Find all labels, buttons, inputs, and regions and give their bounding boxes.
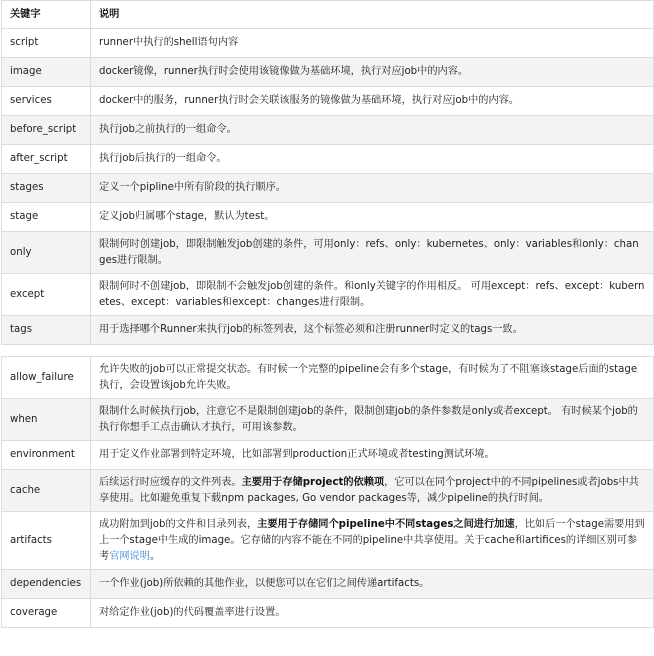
row-desc: 限制什么时候执行job，注意它不是限制创建job的条件，限制创建job的条件参数是only或者except。 有时候某个job的执行你想手工点击确认才执行，可用该参数。 xyxy=(91,399,654,441)
table-row-stages xyxy=(2,174,654,203)
table-row-allow-failure xyxy=(2,357,654,399)
row-desc: runner中执行的shell语句内容 xyxy=(91,29,654,58)
row-key: image xyxy=(2,58,91,87)
row-desc: 用于选择哪个Runner来执行job的标签列表，这个标签必须和注册runner时定义的tags一致。 xyxy=(91,316,654,345)
desc-bold: 主要用于存储同个pipeline中不同stages之间进行加速 xyxy=(257,518,515,530)
header-desc: 说明 xyxy=(91,1,654,29)
row-key: before_script xyxy=(2,116,91,145)
row-key: artifacts xyxy=(2,512,91,570)
header-key: 关键字 xyxy=(2,1,91,29)
row-desc: 限制何时不创建job，即限制不会触发job创建的条件。和only关键字的作用相反。 可用except：refs、except：kubernetes、except：variables和except：changes进行限制。 xyxy=(91,274,654,316)
table-row-after-script xyxy=(2,145,654,174)
row-desc: 定义job归属哪个stage，默认为test。 xyxy=(91,203,654,232)
table-gap xyxy=(2,345,654,357)
official-docs-link[interactable]: 官网说明 xyxy=(109,550,150,562)
table-row-cache xyxy=(2,470,654,512)
desc-text: ，它可以在同个project中的不同pipelines或者jobs中共享使用。比如避免重复下载npm packages, Go vendor packages等，减少pipeline的执行时间。 xyxy=(99,476,639,504)
row-desc: 一个作业(job)所依赖的其他作业，以便您可以在它们之间传递artifacts。 xyxy=(91,570,654,599)
table-row-image xyxy=(2,58,654,87)
table-header-row xyxy=(2,1,654,29)
table-row-tags xyxy=(2,316,654,345)
desc-bold: 主要用于存储project的依赖项 xyxy=(241,476,385,488)
table-row-script xyxy=(2,29,654,58)
gap-cell xyxy=(2,345,654,357)
keyword-table xyxy=(1,0,654,628)
row-key: cache xyxy=(2,470,91,512)
row-desc xyxy=(91,512,654,570)
row-key: when xyxy=(2,399,91,441)
row-key: coverage xyxy=(2,599,91,628)
table-row-stage xyxy=(2,203,654,232)
row-desc: docker镜像，runner执行时会使用该镜像做为基础环境，执行对应job中的内容。 xyxy=(91,58,654,87)
row-key: services xyxy=(2,87,91,116)
row-key: stage xyxy=(2,203,91,232)
row-key: tags xyxy=(2,316,91,345)
row-desc: 用于定义作业部署到特定环境，比如部署到production正式环境或者testing测试环境。 xyxy=(91,441,654,470)
table-row-environment xyxy=(2,441,654,470)
table-row-dependencies xyxy=(2,570,654,599)
row-key: dependencies xyxy=(2,570,91,599)
row-key: environment xyxy=(2,441,91,470)
table-row-services xyxy=(2,87,654,116)
row-desc: 执行job之前执行的一组命令。 xyxy=(91,116,654,145)
row-desc: 允许失败的job可以正常提交状态。有时候一个完整的pipeline会有多个stage，有时候为了不阻塞该stage后面的stage执行，会设置该job允许失败。 xyxy=(91,357,654,399)
table-row-before-script xyxy=(2,116,654,145)
row-key: script xyxy=(2,29,91,58)
row-desc: 定义一个pipline中所有阶段的执行顺序。 xyxy=(91,174,654,203)
table-row-artifacts xyxy=(2,512,654,570)
row-desc: 对给定作业(job)的代码覆盖率进行设置。 xyxy=(91,599,654,628)
row-key: except xyxy=(2,274,91,316)
table-row-only xyxy=(2,232,654,274)
desc-text: 成功附加到job的文件和目录列表， xyxy=(99,518,258,530)
table-row-except xyxy=(2,274,654,316)
desc-text: 。 xyxy=(149,550,161,562)
table-row-coverage xyxy=(2,599,654,628)
table-row-when xyxy=(2,399,654,441)
desc-text: ，比如后一个stage需要用到上一个stage中生成的image。它存储的内容不能在不同的pipeline中共享使用。关于cache和artifices的详细区别可参考 xyxy=(99,518,645,562)
row-key: allow_failure xyxy=(2,357,91,399)
keyword-table-container xyxy=(1,0,653,628)
row-key: after_script xyxy=(2,145,91,174)
row-desc: 限制何时创建job，即限制触发job创建的条件，可用only：refs、only：kubernetes、only：variables和only：changes进行限制。 xyxy=(91,232,654,274)
row-key: stages xyxy=(2,174,91,203)
row-desc xyxy=(91,470,654,512)
desc-text: 后续运行时应缓存的文件列表。 xyxy=(99,476,242,488)
row-desc: docker中的服务，runner执行时会关联该服务的镜像做为基础环境，执行对应job中的内容。 xyxy=(91,87,654,116)
row-key: only xyxy=(2,232,91,274)
row-desc: 执行job后执行的一组命令。 xyxy=(91,145,654,174)
